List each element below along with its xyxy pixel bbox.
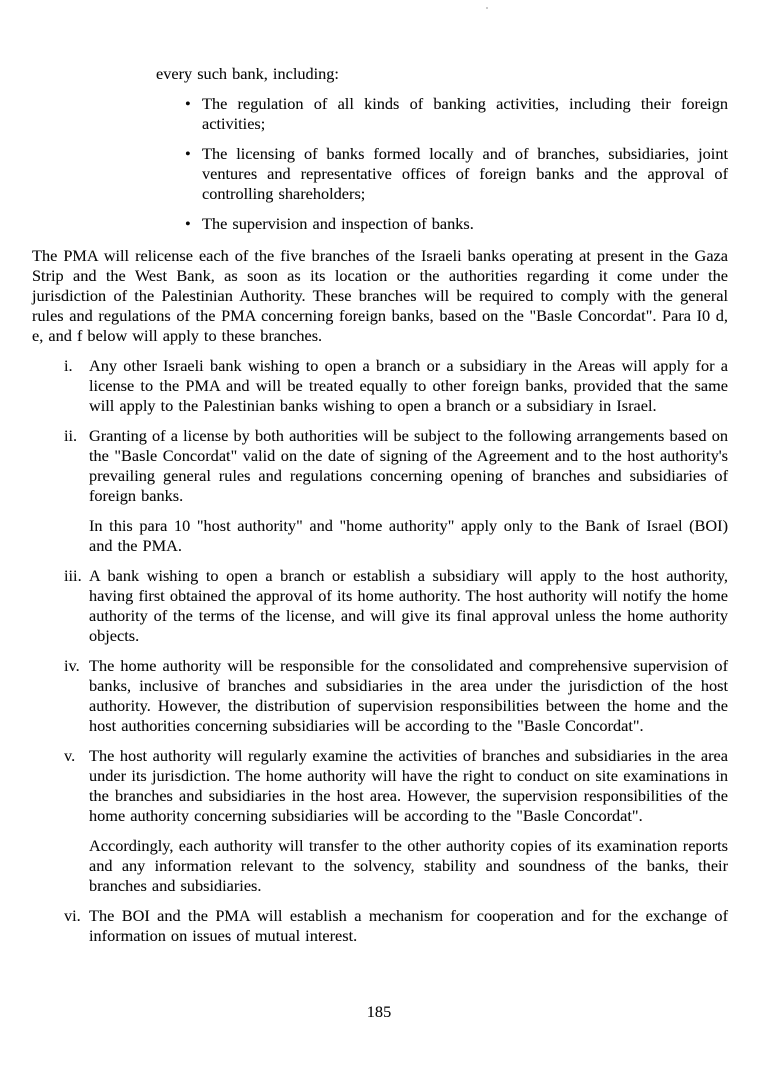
bullet-marker: • <box>185 94 191 113</box>
roman-marker: i. <box>64 356 73 375</box>
roman-list <box>32 356 728 946</box>
roman-item-paragraph: Granting of a license by both authorities will be subject to the following arrangements based on the "Basle Concordat" valid on the date of signing of the Agreement and to the host authority's prevailing general rules and regulations concerning opening of branches and subsidiaries of foreign banks. <box>89 426 728 505</box>
intro-line: every such bank, including: <box>156 64 339 83</box>
bullet-item <box>185 214 728 234</box>
bullet-item-text: The licensing of banks formed locally and of branches, subsidiaries, joint ventures and representative offices of foreign banks and the approval of controlling shareholders; <box>202 144 728 203</box>
roman-item-paragraph: Accordingly, each authority will transfer to the other authority copies of its examination reports and any information relevant to the solvency, stability and soundness of the banks, their branches and subsidiaries. <box>89 836 728 895</box>
roman-item-paragraph: A bank wishing to open a branch or establish a subsidiary will apply to the host authority, having first obtained the approval of its home authority. The host authority will notify the home authority of the terms of the license, and will give its final approval unless the home authority objects. <box>89 566 728 645</box>
roman-marker: v. <box>64 746 76 765</box>
roman-item-paragraph: The host authority will regularly examine the activities of branches and subsidiaries in the area under its jurisdiction. The home authority will have the right to conduct on site examinations in the branches and subsidiaries in the host area. However, the supervision responsibilities of the home authority concerning subsidiaries will be according to the "Basle Concordat". <box>89 746 728 825</box>
page-number: 185 <box>366 1002 392 1021</box>
roman-item-paragraph: In this para 10 "host authority" and "home authority" apply only to the Bank of Israel (BOI) and the PMA. <box>89 516 728 555</box>
roman-item-paragraph: Any other Israeli bank wishing to open a branch or a subsidiary in the Areas will apply for a license to the PMA and will be treated equally to other foreign banks, provided that the same will apply to the Palestinian banks wishing to open a branch or a subsidiary in Israel. <box>89 356 728 415</box>
roman-marker: iv. <box>64 656 80 675</box>
body-paragraph: The PMA will relicense each of the five branches of the Israeli banks operating at present in the Gaza Strip and the West Bank, as soon as its location or the authorities regarding it come under the jurisdiction of the Palestinian Authority. These branches will be required to comply with the general rules and regulations of the PMA concerning foreign banks, based on the "Basle Concordat". Para I0 d, e, and f below will apply to these branches. <box>32 246 728 345</box>
roman-item-ii <box>64 426 728 556</box>
roman-marker: ii. <box>64 426 78 445</box>
bullet-marker: • <box>185 144 191 163</box>
bullet-item <box>185 144 728 204</box>
bullet-marker: • <box>185 214 191 233</box>
bullet-list <box>185 94 728 234</box>
bullet-item-text: The regulation of all kinds of banking activities, including their foreign activities; <box>202 94 728 133</box>
roman-item-v <box>64 746 728 896</box>
roman-item-paragraph: The BOI and the PMA will establish a mechanism for cooperation and for the exchange of information on issues of mutual interest. <box>89 906 728 945</box>
roman-item-paragraph: The home authority will be responsible for the consolidated and comprehensive supervision of banks, inclusive of branches and subsidiaries in the area under the jurisdiction of the host authority. However, the distribution of supervision responsibilities between the home and the host authorities concerning subsidiaries will be according to the "Basle Concordat". <box>89 656 728 735</box>
bullet-item-text: The supervision and inspection of banks. <box>202 214 474 233</box>
roman-item-vi <box>64 906 728 946</box>
bullet-item <box>185 94 728 134</box>
roman-marker: iii. <box>64 566 82 585</box>
roman-item-iv <box>64 656 728 736</box>
roman-marker: vi. <box>64 906 81 925</box>
roman-item-iii <box>64 566 728 646</box>
roman-item-i <box>64 356 728 416</box>
scan-artifact-dot <box>486 7 488 9</box>
